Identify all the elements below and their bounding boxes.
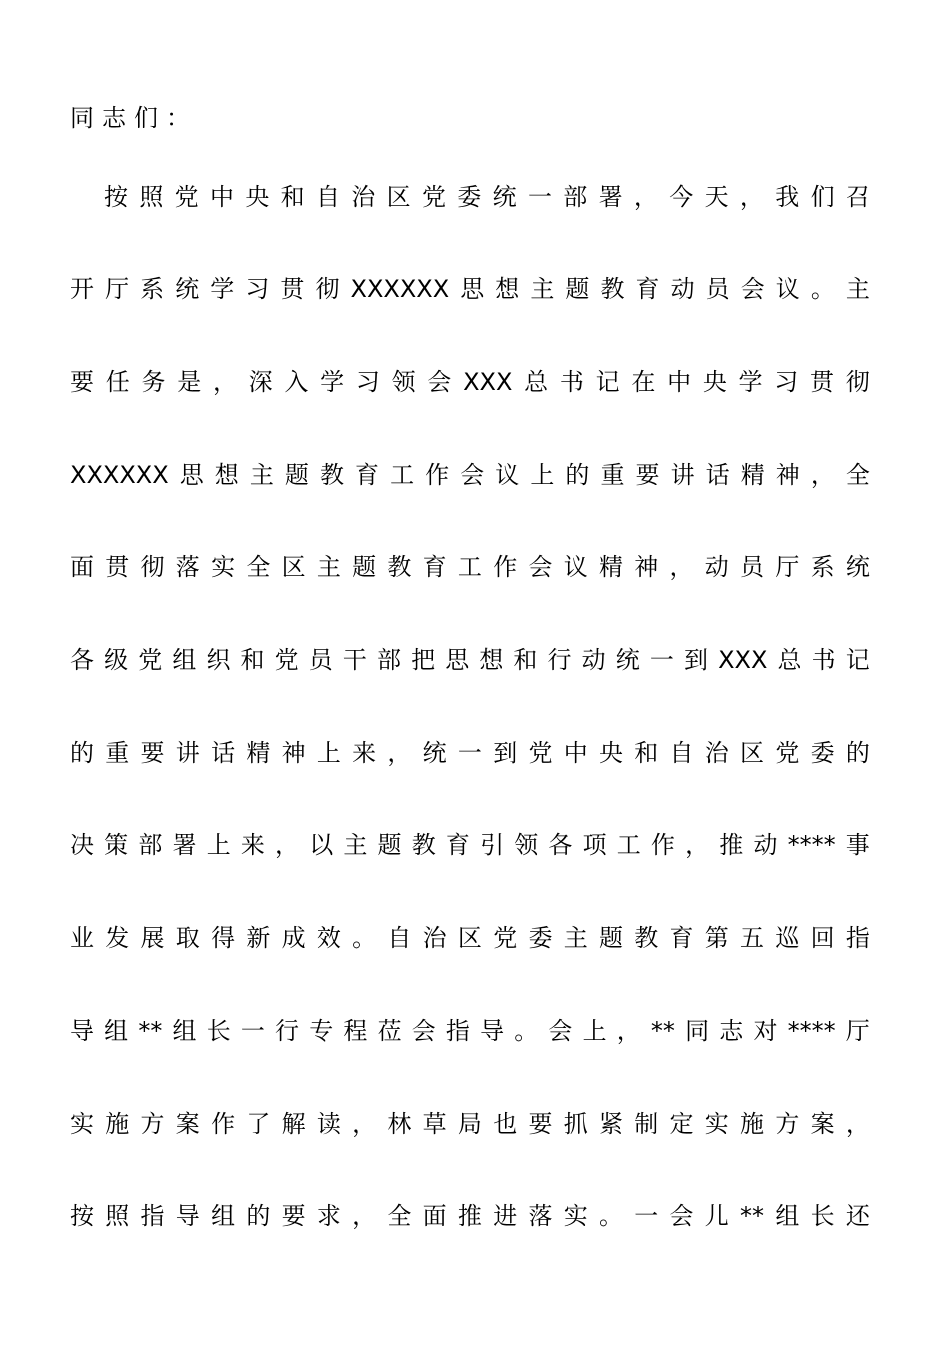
text-glyph: 一 [457, 739, 482, 767]
text-glyph: 会 [669, 1202, 694, 1230]
text-glyph: 部 [376, 646, 401, 674]
text-glyph: 在 [631, 368, 656, 396]
text-glyph: 议 [563, 553, 588, 581]
text-glyph: 员 [705, 275, 730, 303]
text-glyph: 话 [211, 739, 236, 767]
text-glyph: 委 [528, 924, 553, 952]
text-glyph: 导 [480, 1017, 505, 1045]
text-glyph: 推 [457, 1202, 482, 1230]
text-glyph: 作 [211, 1110, 236, 1138]
text-glyph: 员 [740, 553, 765, 581]
paragraph-line-7 [70, 733, 870, 773]
text-glyph: 主 [343, 831, 368, 859]
text-glyph: 央 [702, 368, 727, 396]
text-glyph: 到 [683, 646, 708, 674]
text-glyph: 治 [704, 739, 729, 767]
text-glyph: 召 [845, 183, 870, 211]
text-glyph: 照 [105, 1202, 130, 1230]
paragraph-line-12 [70, 1196, 870, 1236]
text-glyph: 教 [411, 831, 436, 859]
text-glyph: 莅 [377, 1017, 402, 1045]
text-glyph: 题 [598, 924, 623, 952]
text-glyph: 指 [140, 1202, 165, 1230]
text-glyph: 要 [70, 368, 94, 396]
text-glyph: 同 [685, 1017, 710, 1045]
text-glyph: 彻 [140, 553, 165, 581]
text-glyph: 重 [105, 739, 130, 767]
text-glyph: 书 [811, 646, 836, 674]
text-glyph: 实 [704, 1110, 729, 1138]
text-glyph: 想 [214, 461, 239, 489]
text-glyph: 天 [704, 183, 729, 211]
text-glyph: ， [685, 831, 710, 859]
text-glyph: 和 [240, 646, 265, 674]
text-glyph: 教 [600, 275, 625, 303]
text-glyph: 精 [246, 739, 271, 767]
text-glyph: 全 [387, 1202, 412, 1230]
text-glyph: 上 [316, 739, 341, 767]
text-glyph: ， [669, 553, 694, 581]
text-glyph: 动 [581, 646, 606, 674]
text-glyph: 想 [495, 275, 520, 303]
text-glyph: 治 [351, 183, 376, 211]
paragraph-line-10 [70, 1011, 870, 1051]
text-glyph: 区 [457, 924, 482, 952]
text-glyph: 主 [316, 553, 341, 581]
text-glyph: XXX [463, 368, 513, 396]
text-glyph: 求 [316, 1202, 341, 1230]
text-glyph: 厅 [775, 553, 800, 581]
text-glyph: 志 [719, 1017, 744, 1045]
text-glyph: 统 [615, 646, 640, 674]
text-glyph: 学 [320, 368, 345, 396]
text-glyph: 项 [582, 831, 607, 859]
text-glyph: 党 [138, 646, 163, 674]
paragraph-line-11 [70, 1104, 870, 1144]
text-glyph: 业 [70, 924, 94, 952]
text-glyph: 今 [669, 183, 694, 211]
text-glyph: 把 [411, 646, 436, 674]
text-glyph: 主 [845, 275, 870, 303]
text-glyph: 育 [445, 831, 470, 859]
paragraph-line-4 [70, 455, 870, 495]
text-glyph: 的 [246, 1202, 271, 1230]
text-glyph: 动 [753, 831, 778, 859]
text-glyph: 抓 [563, 1110, 588, 1138]
text-glyph: ， [387, 739, 412, 767]
text-glyph: 彻 [845, 368, 870, 396]
text-glyph: 组 [211, 1202, 236, 1230]
text-glyph: 各 [548, 831, 573, 859]
text-glyph: 央 [598, 739, 623, 767]
text-glyph: 员 [308, 646, 333, 674]
text-glyph: 自 [387, 924, 412, 952]
text-glyph: 成 [281, 924, 306, 952]
text-glyph: 党 [174, 183, 199, 211]
text-glyph: 话 [705, 461, 730, 489]
text-glyph: 是 [177, 368, 202, 396]
text-glyph: 自 [315, 183, 340, 211]
text-glyph: 系 [140, 275, 165, 303]
text-glyph: 指 [845, 924, 870, 952]
text-glyph: 级 [104, 646, 129, 674]
text-glyph: ， [616, 1017, 641, 1045]
text-glyph: 来 [240, 831, 265, 859]
text-glyph: 组 [172, 1017, 197, 1045]
text-glyph: 照 [139, 183, 164, 211]
text-glyph: 重 [600, 461, 625, 489]
text-glyph: 精 [598, 553, 623, 581]
text-glyph: 方 [140, 1110, 165, 1138]
text-glyph: 展 [140, 924, 165, 952]
text-glyph: 还 [845, 1202, 870, 1230]
text-glyph: 推 [719, 831, 744, 859]
text-glyph: 了 [246, 1110, 271, 1138]
text-glyph: 行 [547, 646, 572, 674]
text-glyph: 会 [427, 368, 452, 396]
text-glyph: 作 [493, 553, 518, 581]
text-glyph: 习 [774, 368, 799, 396]
text-glyph: 自 [669, 739, 694, 767]
text-glyph: 教 [387, 553, 412, 581]
text-glyph: ， [212, 368, 237, 396]
text-glyph: 实 [70, 1110, 94, 1138]
text-glyph: ， [739, 183, 764, 211]
text-glyph: 署 [172, 831, 197, 859]
text-glyph: 。 [598, 1202, 623, 1230]
text-glyph: 导 [70, 1017, 94, 1045]
text-glyph: 央 [245, 183, 270, 211]
text-glyph: 我 [775, 183, 800, 211]
text-glyph: 程 [343, 1017, 368, 1045]
text-glyph: 党 [421, 183, 446, 211]
text-glyph: 五 [740, 924, 765, 952]
text-glyph: ， [275, 831, 300, 859]
text-glyph: 林 [387, 1110, 412, 1138]
text-glyph: 一 [527, 183, 552, 211]
text-glyph: 领 [514, 831, 539, 859]
text-glyph: 总 [524, 368, 549, 396]
text-glyph: 得 [211, 924, 236, 952]
text-glyph: ， [633, 183, 658, 211]
text-glyph: 第 [704, 924, 729, 952]
text-glyph: 指 [445, 1017, 470, 1045]
text-glyph: 施 [740, 1110, 765, 1138]
text-glyph: 。 [810, 275, 835, 303]
text-glyph: 党 [775, 739, 800, 767]
text-glyph: 贯 [105, 553, 130, 581]
text-glyph: 议 [775, 275, 800, 303]
text-glyph: 总 [777, 646, 802, 674]
paragraph-line-8 [70, 825, 870, 865]
text-glyph: 导 [175, 1202, 200, 1230]
text-glyph: 上 [206, 831, 231, 859]
text-glyph: 讲 [670, 461, 695, 489]
text-glyph: 中 [209, 183, 234, 211]
text-glyph: 决 [70, 831, 94, 859]
text-glyph: 主 [530, 275, 555, 303]
paragraph-line-2 [70, 269, 870, 309]
text-glyph: 入 [284, 368, 309, 396]
text-glyph: 贯 [810, 368, 835, 396]
text-glyph: 彻 [315, 275, 340, 303]
text-glyph: 和 [634, 739, 659, 767]
text-glyph: 事 [845, 831, 870, 859]
text-glyph: 委 [457, 183, 482, 211]
text-glyph: 定 [669, 1110, 694, 1138]
text-glyph: 区 [740, 739, 765, 767]
paragraph-line-6 [70, 640, 870, 680]
text-glyph: 统 [492, 183, 517, 211]
text-glyph: 按 [70, 1202, 94, 1230]
text-glyph: 署 [598, 183, 623, 211]
text-glyph: 会 [411, 1017, 436, 1045]
text-glyph: 们 [810, 183, 835, 211]
text-glyph: 习 [355, 368, 380, 396]
text-glyph: 部 [138, 831, 163, 859]
text-glyph: 区 [281, 553, 306, 581]
text-glyph: 党 [493, 924, 518, 952]
text-glyph: 案 [175, 1110, 200, 1138]
text-glyph: 育 [669, 924, 694, 952]
text-glyph: 要 [281, 1202, 306, 1230]
text-glyph: ， [352, 1110, 377, 1138]
text-glyph: 组 [775, 1202, 800, 1230]
text-glyph: 工 [616, 831, 641, 859]
text-glyph: **** [787, 831, 836, 859]
text-glyph: 上 [530, 461, 555, 489]
text-glyph: 的 [565, 461, 590, 489]
text-glyph: 效 [316, 924, 341, 952]
text-glyph: 题 [377, 831, 402, 859]
text-glyph: ** [138, 1017, 163, 1045]
text-glyph: 全 [246, 553, 271, 581]
text-glyph: 神 [634, 553, 659, 581]
text-glyph: 深 [248, 368, 273, 396]
text-glyph: ** [650, 1017, 675, 1045]
text-glyph: 组 [104, 1017, 129, 1045]
text-glyph: 记 [595, 368, 620, 396]
text-glyph: 对 [753, 1017, 778, 1045]
text-glyph: 组 [172, 646, 197, 674]
text-glyph: 案 [810, 1110, 835, 1138]
text-glyph: 统 [175, 275, 200, 303]
text-glyph: 要 [528, 1110, 553, 1138]
text-glyph: 一 [240, 1017, 265, 1045]
text-glyph: 区 [386, 183, 411, 211]
text-glyph: 和 [280, 183, 305, 211]
text-glyph: 一 [634, 1202, 659, 1230]
text-glyph: 教 [634, 924, 659, 952]
text-glyph: 党 [274, 646, 299, 674]
text-glyph: 动 [670, 275, 695, 303]
text-glyph: 读 [316, 1110, 341, 1138]
text-glyph: 开 [70, 275, 94, 303]
text-glyph: 施 [105, 1110, 130, 1138]
text-glyph: **** [787, 1017, 836, 1045]
text-glyph: 。 [352, 924, 377, 952]
text-glyph: 工 [390, 461, 415, 489]
text-glyph: 取 [175, 924, 200, 952]
text-glyph: 工 [457, 553, 482, 581]
text-glyph: 会 [460, 461, 485, 489]
text-glyph: 讲 [175, 739, 200, 767]
paragraph-line-1 [104, 177, 870, 217]
text-glyph: 制 [634, 1110, 659, 1138]
text-glyph: 思 [460, 275, 485, 303]
text-glyph: 儿 [704, 1202, 729, 1230]
text-glyph: 党 [528, 739, 553, 767]
text-glyph: 解 [281, 1110, 306, 1138]
text-glyph: 作 [425, 461, 450, 489]
text-glyph: 要 [140, 739, 165, 767]
greeting-line: 同志们： [70, 104, 198, 132]
text-glyph: 厅 [105, 275, 130, 303]
text-glyph: 任 [105, 368, 130, 396]
text-glyph: 来 [352, 739, 377, 767]
text-glyph: 织 [206, 646, 231, 674]
text-glyph: XXXXXX [70, 461, 169, 489]
text-glyph: 思 [445, 646, 470, 674]
text-glyph: 面 [70, 553, 94, 581]
text-glyph: 长 [206, 1017, 231, 1045]
text-glyph: 想 [479, 646, 504, 674]
text-glyph: 实 [563, 1202, 588, 1230]
text-glyph: 行 [275, 1017, 300, 1045]
paragraph-line-3 [70, 362, 870, 402]
text-glyph: 落 [528, 1202, 553, 1230]
text-glyph: ， [352, 1202, 377, 1230]
text-glyph: 的 [70, 739, 94, 767]
text-glyph: 中 [667, 368, 692, 396]
text-glyph: 回 [810, 924, 835, 952]
text-glyph: 委 [810, 739, 835, 767]
text-glyph: 作 [650, 831, 675, 859]
text-glyph: 要 [635, 461, 660, 489]
text-glyph: 育 [422, 553, 447, 581]
text-glyph: 贯 [280, 275, 305, 303]
text-glyph: 神 [775, 461, 800, 489]
text-glyph: 习 [245, 275, 270, 303]
text-glyph: 长 [810, 1202, 835, 1230]
text-glyph: 题 [284, 461, 309, 489]
text-glyph: 记 [845, 646, 870, 674]
text-glyph: 。 [514, 1017, 539, 1045]
text-glyph: 学 [210, 275, 235, 303]
text-glyph: 议 [495, 461, 520, 489]
text-glyph: 方 [775, 1110, 800, 1138]
text-glyph: 会 [740, 275, 765, 303]
text-glyph: 主 [249, 461, 274, 489]
paragraph-line-5 [70, 547, 870, 587]
text-glyph: XXXXXX [350, 275, 450, 303]
text-glyph: 会 [548, 1017, 573, 1045]
text-glyph: 局 [457, 1110, 482, 1138]
text-glyph: 面 [422, 1202, 447, 1230]
text-glyph: 上 [582, 1017, 607, 1045]
text-glyph: 紧 [598, 1110, 623, 1138]
text-glyph: 引 [480, 831, 505, 859]
text-glyph: 主 [563, 924, 588, 952]
text-glyph: 会 [528, 553, 553, 581]
text-glyph: 题 [352, 553, 377, 581]
text-glyph: 进 [493, 1202, 518, 1230]
text-glyph: 治 [422, 924, 447, 952]
text-glyph: 育 [355, 461, 380, 489]
text-glyph: 学 [738, 368, 763, 396]
text-glyph: 统 [845, 553, 870, 581]
text-glyph: 厅 [845, 1017, 870, 1045]
text-glyph: 到 [493, 739, 518, 767]
text-glyph: 全 [845, 461, 870, 489]
text-glyph: 一 [649, 646, 674, 674]
text-glyph: 动 [704, 553, 729, 581]
paragraph-line-9 [70, 918, 870, 958]
text-glyph: 育 [635, 275, 660, 303]
text-glyph: 专 [309, 1017, 334, 1045]
text-glyph: 策 [104, 831, 129, 859]
text-glyph: 题 [565, 275, 590, 303]
text-glyph: 也 [493, 1110, 518, 1138]
text-glyph: 系 [810, 553, 835, 581]
text-glyph: ， [845, 1110, 870, 1138]
text-glyph: 务 [141, 368, 166, 396]
text-glyph: 统 [422, 739, 447, 767]
text-glyph: 书 [559, 368, 584, 396]
text-glyph: 教 [319, 461, 344, 489]
text-glyph: ** [740, 1202, 765, 1230]
text-glyph: 中 [563, 739, 588, 767]
text-glyph: ， [810, 461, 835, 489]
text-glyph: 按 [104, 183, 128, 211]
text-glyph: 部 [563, 183, 588, 211]
text-glyph: 发 [105, 924, 130, 952]
text-glyph: 思 [179, 461, 204, 489]
text-glyph: XXX [718, 646, 768, 674]
text-glyph: 以 [309, 831, 334, 859]
text-glyph: 神 [281, 739, 306, 767]
text-glyph: 和 [513, 646, 538, 674]
text-glyph: 各 [70, 646, 94, 674]
text-glyph: 精 [740, 461, 765, 489]
text-glyph: 草 [422, 1110, 447, 1138]
text-glyph: 实 [211, 553, 236, 581]
text-glyph: 的 [845, 739, 870, 767]
text-glyph: 新 [246, 924, 271, 952]
text-glyph: 落 [175, 553, 200, 581]
text-glyph: 巡 [775, 924, 800, 952]
text-glyph: 领 [391, 368, 416, 396]
text-glyph: 干 [342, 646, 367, 674]
